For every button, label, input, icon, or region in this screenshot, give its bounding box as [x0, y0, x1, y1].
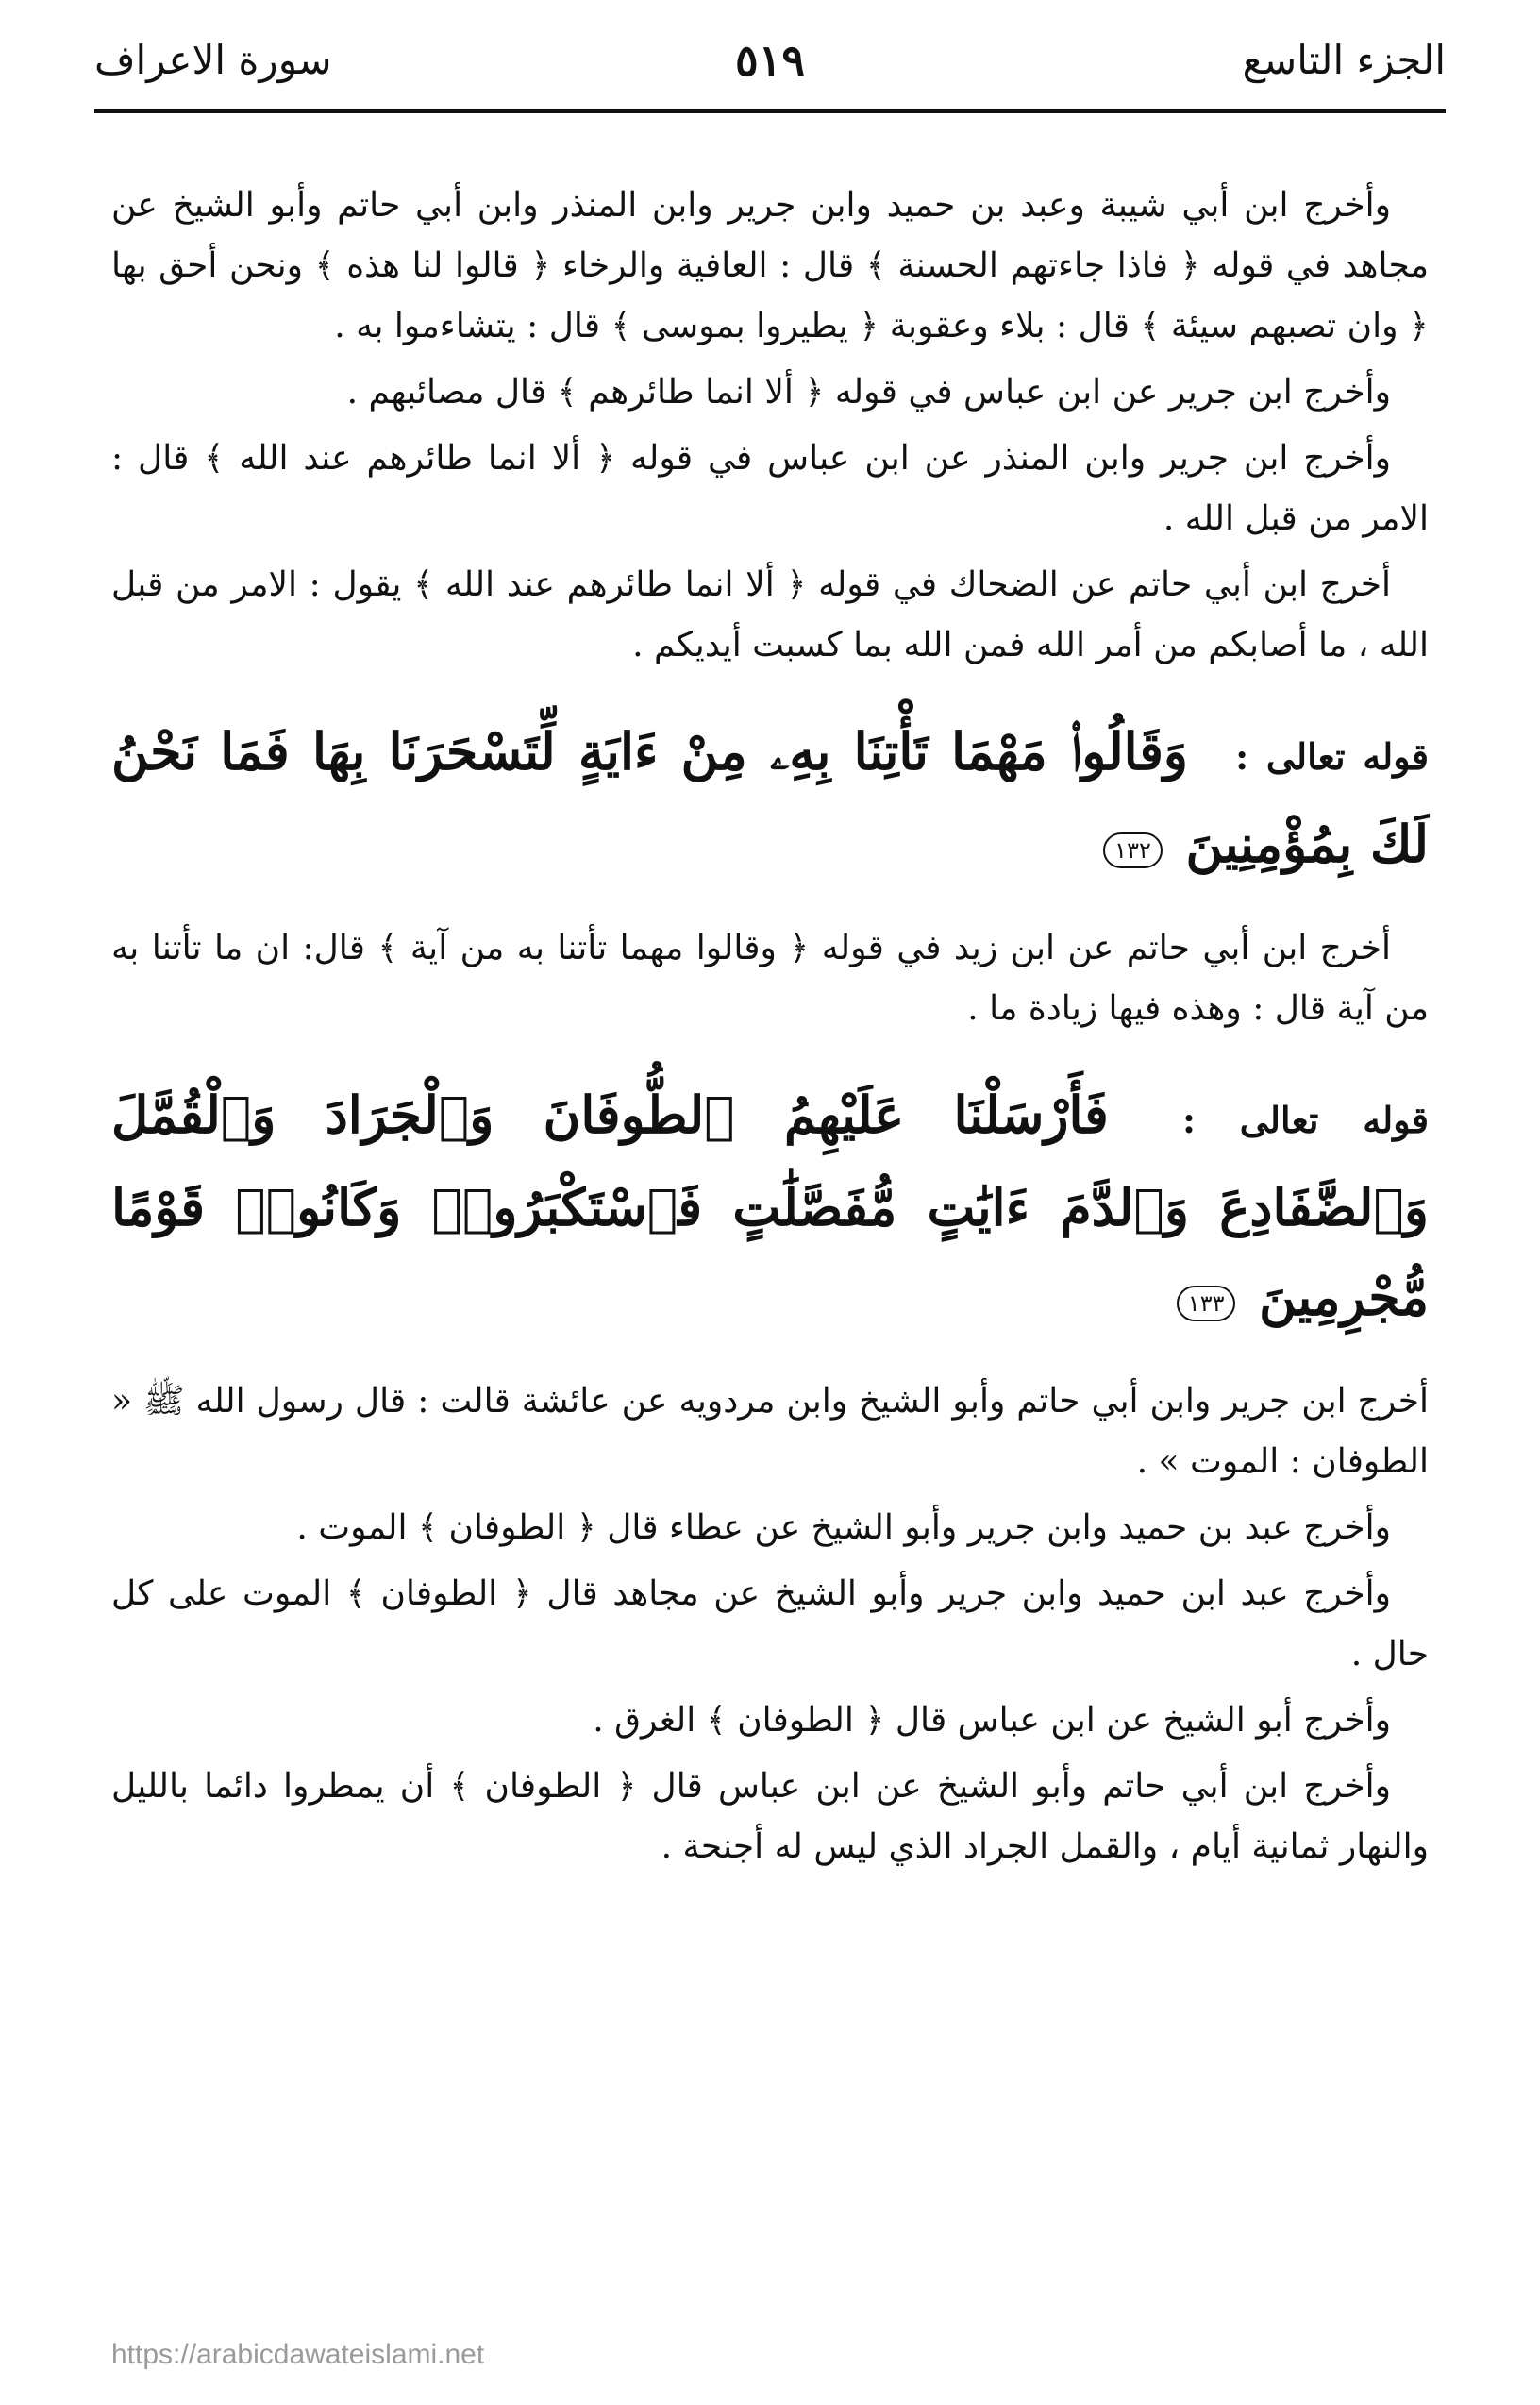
paragraph: وأخرج ابن جرير وابن المنذر عن ابن عباس في قوله ﴿ ألا انما طائرهم عند الله ﴾ قال : الامر من قبل الله .: [111, 439, 1429, 538]
paragraph: وأخرج ابن جرير عن ابن عباس في قوله ﴿ ألا انما طائرهم ﴾ قال مصائبهم .: [346, 373, 1391, 412]
quran-verse-block: [111, 708, 1429, 890]
header-divider: [94, 109, 1446, 113]
page-body: [111, 176, 1429, 2311]
paragraph: أخرج ابن جرير وابن أبي حاتم وأبو الشيخ وابن مردويه عن عائشة قالت : قال رسول الله ﷺ « الطوفان : الموت » .: [111, 1382, 1429, 1481]
verse-number: ١٣٢: [1103, 832, 1163, 868]
paragraph: وأخرج أبو الشيخ عن ابن عباس قال ﴿ الطوفان ﴾ الغرق .: [593, 1701, 1391, 1740]
paragraph: وأخرج ابن أبي حاتم وأبو الشيخ عن ابن عباس قال ﴿ الطوفان ﴾ أن يمطروا دائما بالليل والنهار ثمانية أيام ، والقمل الجراد الذي ليس له أجنحة .: [111, 1767, 1429, 1866]
paragraph: وأخرج عبد بن حميد وابن جرير وأبو الشيخ عن عطاء قال ﴿ الطوفان ﴾ الموت .: [296, 1508, 1391, 1547]
verse-number: ١٣٣: [1177, 1286, 1236, 1321]
verse-intro: قوله تعالى :: [1235, 735, 1429, 778]
verse-text: فَأَرْسَلْنَا عَلَيْهِمُ ٱلطُّوفَانَ وَٱلْجَرَادَ وَٱلْقُمَّلَ وَٱلضَّفَادِعَ وَٱلدَّمَ ءَايَٰتٍ مُّفَصَّلَٰتٍ فَٱسْتَكْبَرُوا۟ وَكَانُوا۟ قَوْمًا مُّجْرِمِينَ: [111, 1085, 1429, 1327]
paragraph: أخرج ابن أبي حاتم عن ابن زيد في قوله ﴿ وقالوا مهما تأتنا به من آية ﴾ قال: ان ما تأتنا به من آية قال : وهذه فيها زيادة ما .: [111, 929, 1429, 1028]
header-surah-label: سورة الاعراف: [94, 37, 332, 83]
quran-verse-block: [111, 1071, 1429, 1343]
paragraph: أخرج ابن أبي حاتم عن الضحاك في قوله ﴿ ألا انما طائرهم عند الله ﴾ يقول : الامر من قبل الله ، ما أصابكم من أمر الله فمن الله بما كسبت أيديكم .: [111, 565, 1429, 664]
watermark-url: https://arabicdawateislami.net: [111, 2339, 485, 2370]
paragraph: وأخرج عبد ابن حميد وابن جرير وأبو الشيخ عن مجاهد قال ﴿ الطوفان ﴾ الموت على كل حال .: [111, 1574, 1429, 1673]
header-part-label: الجزء التاسع: [1242, 37, 1446, 83]
page-number: ٥١٩: [734, 35, 806, 86]
page-header: [94, 26, 1446, 102]
paragraph: وأخرج ابن أبي شيبة وعبد بن حميد وابن جرير وابن المنذر وابن أبي حاتم وأبو الشيخ عن مجاهد في قوله ﴿ فاذا جاءتهم الحسنة ﴾ قال : العافية والرخاء ﴿ قالوا لنا هذه ﴾ ونحن أحق بها ﴿ وان تصبهم سيئة ﴾ قال : بلاء وعقوبة ﴿ يطيروا بموسى ﴾ قال : يتشاءموا به .: [111, 186, 1429, 345]
verse-text: وَقَالُوا۟ مَهْمَا تَأْتِنَا بِهِۦ مِنْ ءَايَةٍ لِّتَسْحَرَنَا بِهَا فَمَا نَحْنُ لَكَ بِمُؤْمِنِينَ: [111, 721, 1429, 874]
verse-intro: قوله تعالى :: [1181, 1099, 1429, 1141]
